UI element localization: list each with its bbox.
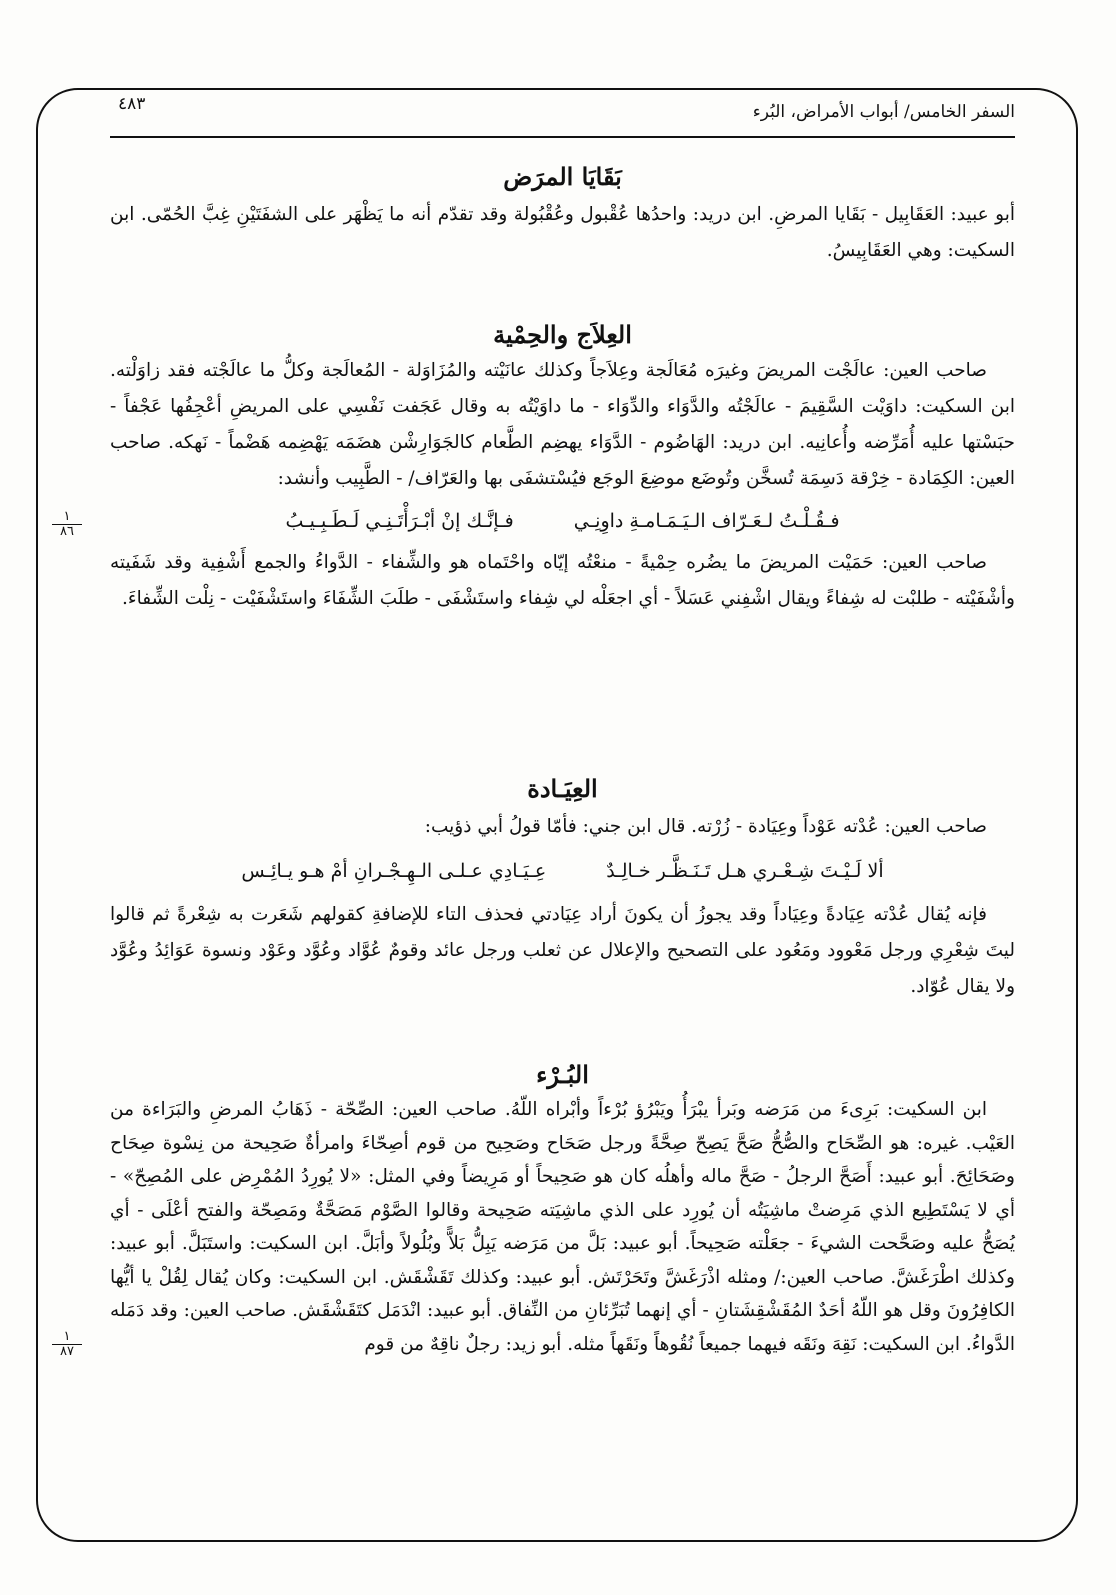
section-title-ilaj: العِلاَج والحِمْية: [493, 320, 632, 349]
section-title-iyada: العِيَـادة: [527, 774, 598, 803]
verse-ilaj-first-hemistich: فـقُـلْـتُ لـعَـرّاف الـيَـمَـامـةِ داوِنِـي: [573, 510, 840, 532]
section-title-baqaya: بَقَايَا المرَض: [503, 162, 622, 191]
paragraph-iyada-1: صاحب العين: عُدْته عَوْداً وعِيَادة - زُرْته. قال ابن جني: فأمّا قولُ أبي ذؤيب:: [424, 816, 987, 837]
section-baqaya: [110, 162, 1015, 269]
verse-iyada-second-hemistich: عِـيَـادِي عـلـى الـهِـجْـرانِ أمْ هـو يـائِـس: [241, 860, 547, 882]
section-ilaj: [110, 320, 1015, 617]
margin-note-86-top: ١: [52, 510, 82, 525]
running-head: [110, 92, 1015, 138]
running-title: السفر الخامس/ أبواب الأمراض، البُرء: [752, 102, 1015, 122]
paragraph-ilaj-2: صاحب العين: حَمَيْت المريضَ ما يضُره حِمْيةً - منعْتُه إيّاه واحْتَماه هو والشِّفاء - الدَّواءُ والجمع أَشْفِية وقد شَفَيته وأشْفَيْته - طلبْت له شِفاءً ويقال اشْفِني عَسَلاً - أي اجعَلْه لي شِفاء واستَشْفَى - طلَبَ الشِّفَاءَ واستَشْفَيْت - نِلْت الشِّفاءَ.: [110, 552, 1015, 609]
margin-note-87-top: ١: [52, 1330, 82, 1345]
paragraph-ilaj-1: صاحب العين: عالَجْت المريضَ وغيرَه مُعَالَجة وعِلاَجاً وكذلك عانَيْته والمُزَاوَلة - المُعالَجة وكلُّ ما عالَجْته فقد زاوَلْته. ابن السكيت: داوَيْت السَّقِيمَ - عالَجْتُه والدَّوَاء والدِّوَاء - ما داوَيْتُه به وقال عَجَفت نَفْسِي على المريضِ أعْجِفُها عَجْفاً - حبَسْتها عليه أُمَرِّضه وأُعانِيه. ابن دريد: الهَاضُوم - الدَّوَاء يهضِم الطَّعام كالجَوَارِشْن هضَمَه يَهْضِمه هَضْماً - نَهكه. صاحب العين: الكِمَادة - خِرْقة دَسِمَة تُسخَّن وتُوضَع موضِعَ الوجَع فيُسْتشفَى بها والعَرّاف/ - الطَّبِيب وأنشد:: [110, 360, 1015, 489]
margin-note-86-bottom: ٨٦: [60, 524, 74, 539]
book-page: [110, 92, 1015, 1532]
margin-note-87-bottom: ٨٧: [60, 1344, 74, 1359]
verse-ilaj: [110, 503, 1015, 539]
verse-iyada: [110, 853, 1015, 889]
section-iyada: [110, 774, 1015, 1005]
paragraph-baqaya-1: أبو عبيد: العَقَابِيل - بَقَايا المرضِ. ابن دريد: واحدُها عُقْبول وعُقْبُولة وقد تقدّم أنه ما يَظْهَر على الشفَتَيْنِ غِبَّ الحُمّى. ابن السكيت: وهي العَقَابِيسُ.: [110, 204, 1015, 261]
verse-ilaj-second-hemistich: فـإنَّـك إنْ أبْـرَأْتَـنِـي لَـطَـبِـيـبُ: [285, 510, 514, 532]
margin-note-folio-86: [52, 510, 82, 539]
paragraph-iyada-2: فإنه يُقال عُدْته عِيَادةً وعِيَاداً وقد يجوزُ أن يكونَ أراد عِيَادتي فحذف التاء للإضافةِ كقولهم شَعَرت به شِعْرةً ثم قالوا ليتَ شِعْرِي ورجل مَعْوود ومَعُود على التصحيح والإعلال عن ثعلب ورجل عائد وقومٌ عُوَّاد وعُوَّد وعَوْد ونسوة عَوَائِدُ وعُوَّد ولا يقال عُوّاد.: [110, 904, 1015, 997]
page-number: ٤٨٣: [118, 94, 146, 114]
section-title-bur: البُـرْء: [536, 1060, 589, 1089]
verse-iyada-first-hemistich: ألا لَـيْـتَ شِـعْـري هـل تَـنَـظَّـر خـالِـدٌ: [606, 860, 884, 882]
section-bur: [110, 1060, 1015, 1361]
paragraph-bur-1: ابن السكيت: بَرِىءَ من مَرَضه وبَرأ يبْرَأُ ويَبْرُؤ بُرْءاً وأبْراه اللّهُ. صاحب العين: الصِّحّة - ذَهَابُ المرضِ والبَرَاءة من العَيْب. غيره: هو الصِّحَاح والصُّحُّ صَحَّ يَصِحّ صِحَّةً ورجل صَحَاح وصَحِيح من قوم أصِحّاءَ وامرأةٌ صَحِيحة من نِسْوة صِحَاح وصَحَائِحَ. أبو عبيد: أَصَحَّ الرجلُ - صَحَّ ماله وأهلُه كان هو صَحِيحاً أو مَرِيضاً وفي المثل: «لا يُورِدُ المُمْرِض على المُصِحّ» - أي لا يَسْتَطِيع الذي مَرِضتْ ماشِيَتُه أن يُورِد على الذي ماشِيَته صَحِيحة وقالوا الصَّوْم مَصَحَّةٌ ومَصِحّة والفتح أعْلَى - أي يُصَحُّ عليه وصَحَّحت الشيءَ - جعَلْته صَحِيحاً. أبو عبيد: بَلَّ من مَرَضه يَبِلُّ بَلاًّ وبُلُولاً وأبَلَّ. ابن السكيت: واستَبَلَّ. أبو عبيد: وكذلك اطْرَغَشَّ. صاحب العين:/ ومثله اذْرَغَشَّ وتَحَرْتَش. أبو عبيد: وكذلك تَقَشْقَش. ابن السكيت: وكان يُقال لِقُلْ يا أيُّها الكافِرُونَ وقل هو اللّهُ أحَدٌ المُقَشْقِشَتانِ - أي إنهما تُبَرِّئانِ من النِّفاق. أبو عبيد: انْدَمَل كتَقَشْقَش. صاحب العين: وقد دَمَله الدَّواءُ. ابن السكيت: نَقِهَ ونَقَه فيهما جميعاً نُقُوهاً ونَقَهاً مثله. أبو زيد: رجلٌ ناقِهٌ من قوم: [110, 1099, 1015, 1355]
margin-note-folio-87: [52, 1330, 82, 1359]
